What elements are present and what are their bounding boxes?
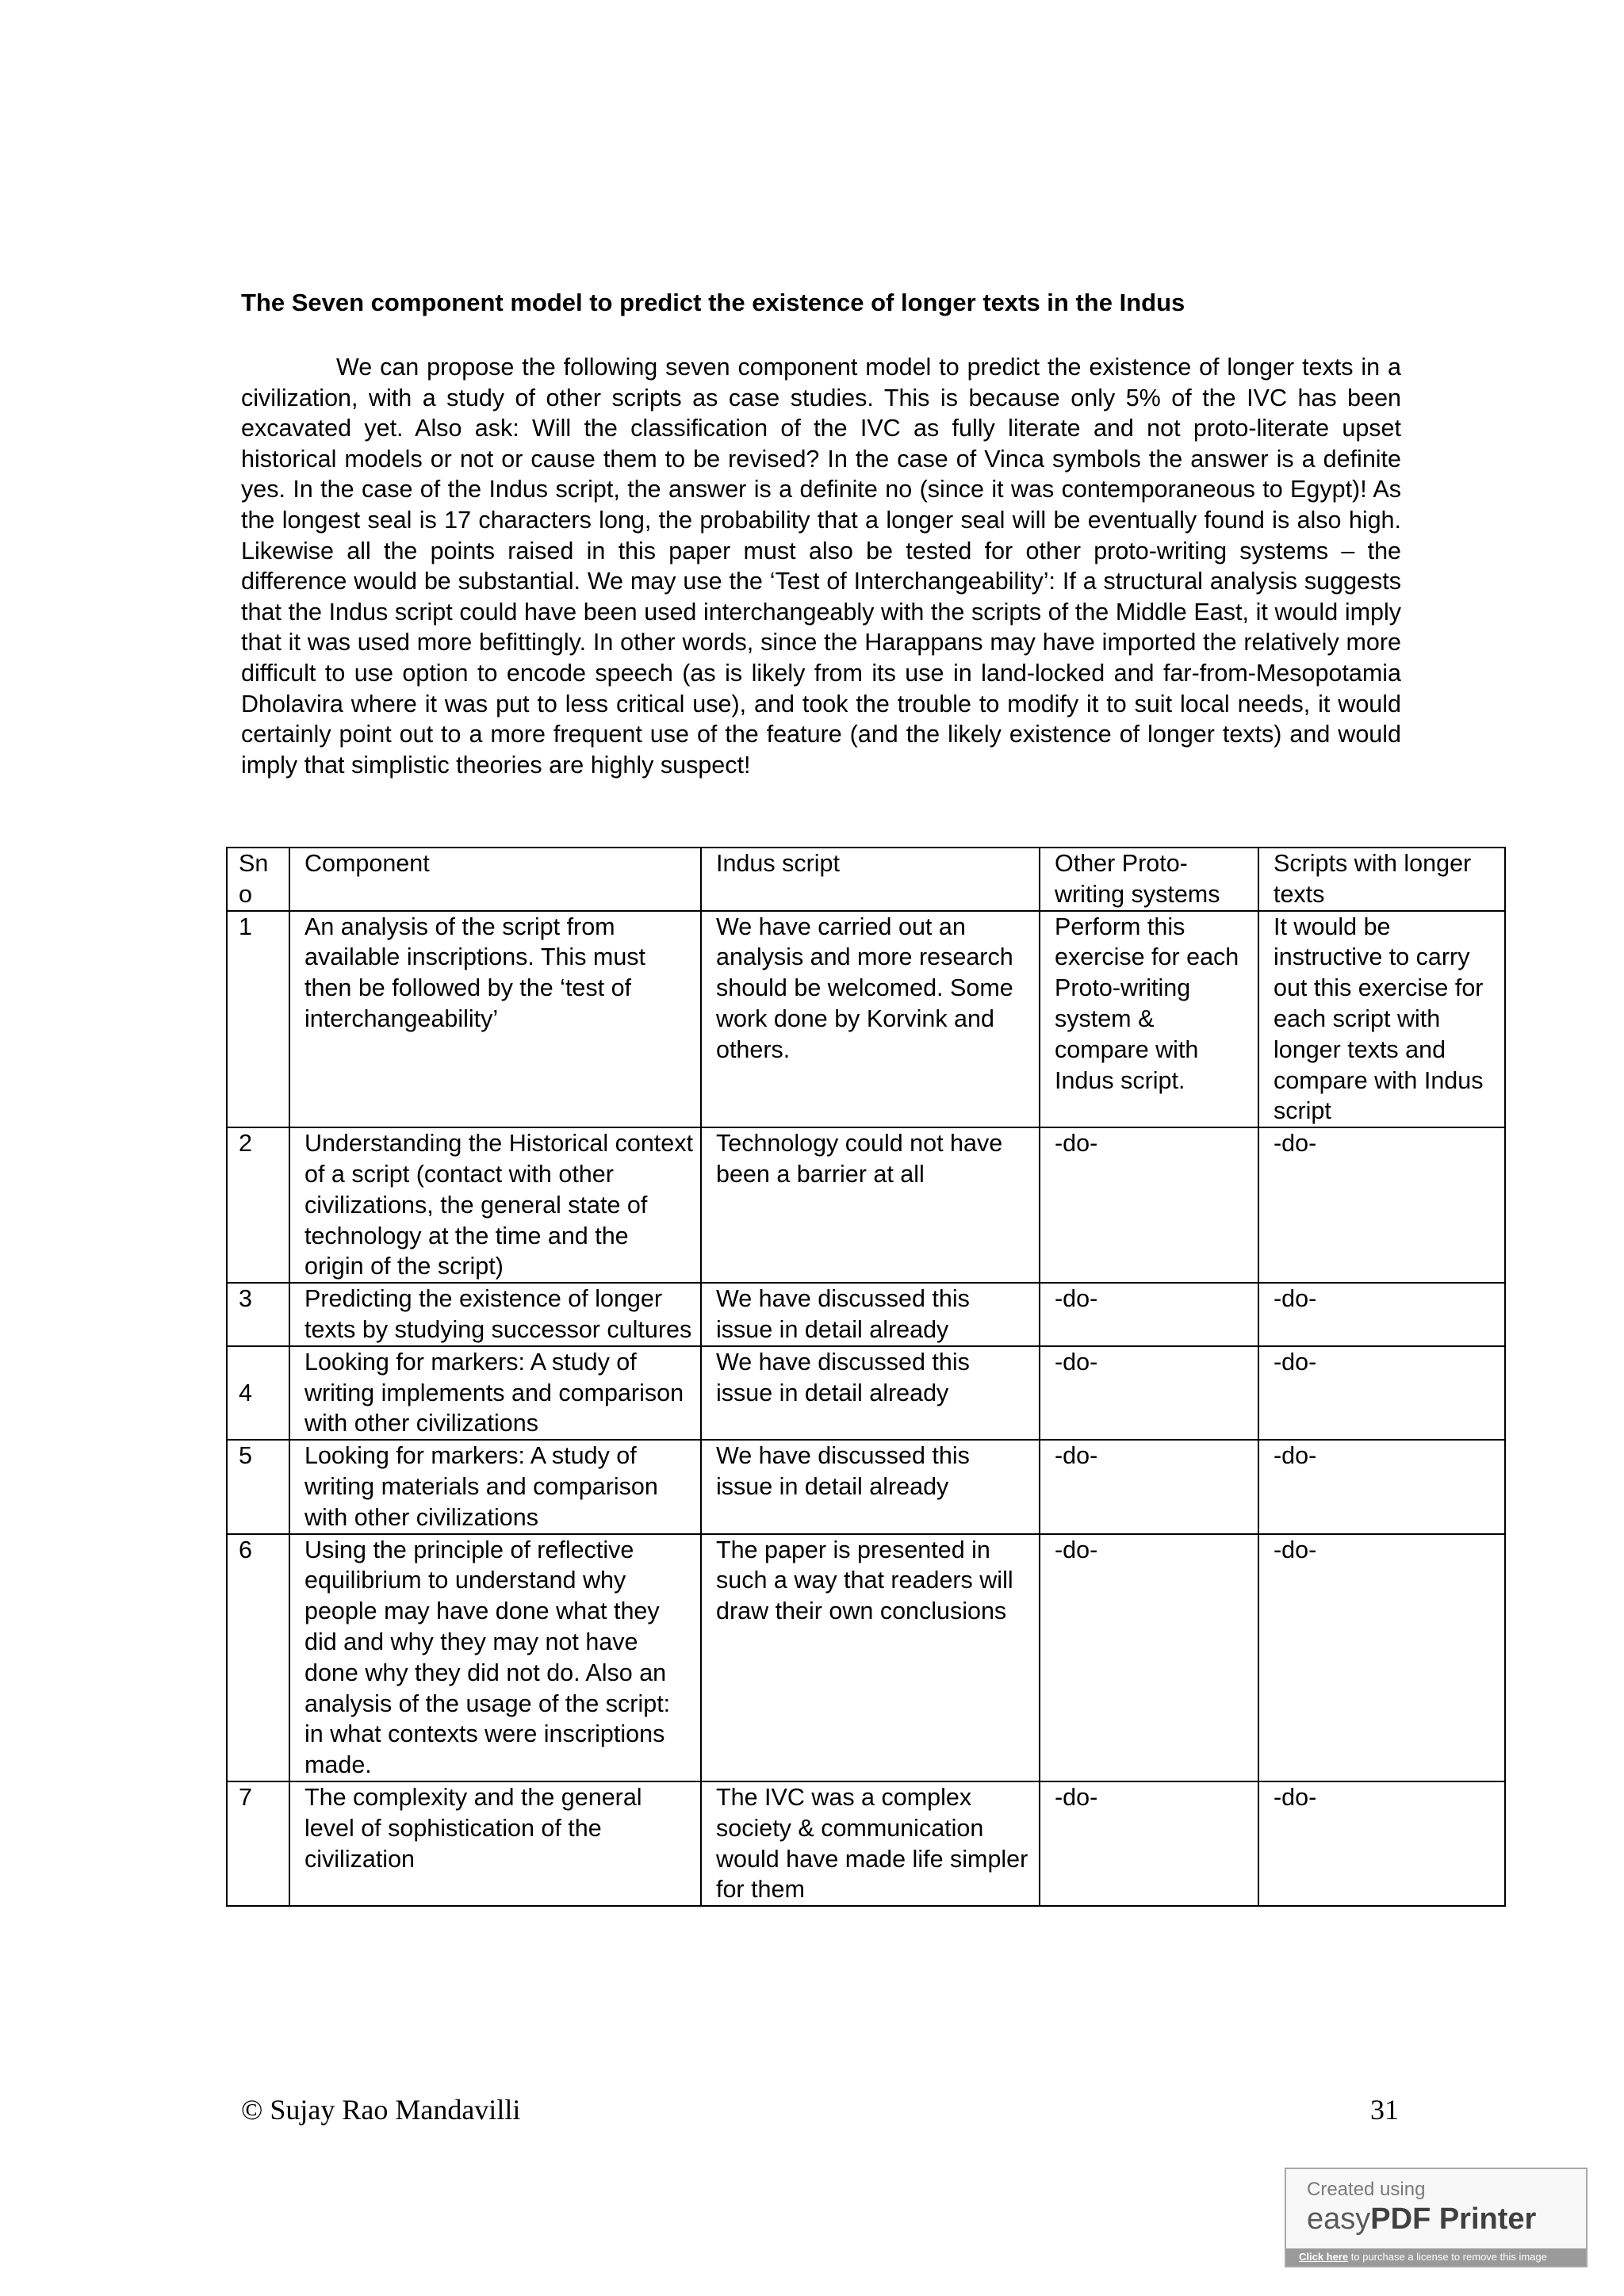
row-longer: -do- bbox=[1258, 1346, 1505, 1440]
row-proto: -do- bbox=[1040, 1534, 1258, 1781]
row-indus: We have discussed this issue in detail already bbox=[701, 1283, 1040, 1346]
row-proto: -do- bbox=[1040, 1283, 1258, 1346]
row-indus: The paper is presented in such a way that readers will draw their own conclusions bbox=[701, 1534, 1040, 1781]
badge-license-bar[interactable] bbox=[1286, 2248, 1586, 2266]
row-proto: -do- bbox=[1040, 1781, 1258, 1906]
row-indus: Technology could not have been a barrier at all bbox=[701, 1127, 1040, 1283]
row-sno: 2 bbox=[227, 1127, 289, 1283]
header-component: Component bbox=[289, 848, 701, 911]
header-indus-script: Indus script bbox=[701, 848, 1040, 911]
row-proto: -do- bbox=[1040, 1127, 1258, 1283]
row-sno: 1 bbox=[227, 911, 289, 1128]
row-proto: Perform this exercise for each Proto-writing system & compare with Indus script. bbox=[1040, 911, 1258, 1128]
row-indus: We have discussed this issue in detail already bbox=[701, 1346, 1040, 1440]
table-row bbox=[227, 1283, 1505, 1346]
row-longer: -do- bbox=[1258, 1283, 1505, 1346]
row-longer: -do- bbox=[1258, 1127, 1505, 1283]
row-sno: 7 bbox=[227, 1781, 289, 1906]
page-number: 31 bbox=[1370, 2094, 1399, 2126]
row-longer: -do- bbox=[1258, 1781, 1505, 1906]
table-row bbox=[227, 1127, 1505, 1283]
row-proto: -do- bbox=[1040, 1346, 1258, 1440]
row-sno: 5 bbox=[227, 1440, 289, 1533]
table-row bbox=[227, 1440, 1505, 1533]
table-row bbox=[227, 1346, 1505, 1440]
row-longer: It would be instructive to carry out this exercise for each script with longer texts and compare with Indus script bbox=[1258, 911, 1505, 1128]
table-header-row bbox=[227, 848, 1505, 911]
row-component: Predicting the existence of longer texts by studying successor cultures bbox=[289, 1283, 701, 1346]
row-indus: We have discussed this issue in detail already bbox=[701, 1440, 1040, 1533]
row-component: The complexity and the general level of sophistication of the civilization bbox=[289, 1781, 701, 1906]
row-sno: 4 bbox=[227, 1346, 289, 1440]
badge-brand-bold: PDF Printer bbox=[1370, 2202, 1537, 2236]
row-component: Looking for markers: A study of writing materials and comparison with other civilizations bbox=[289, 1440, 701, 1533]
badge-created-using: Created using bbox=[1307, 2179, 1426, 2200]
easypdf-watermark-badge[interactable] bbox=[1285, 2168, 1588, 2267]
row-indus: The IVC was a complex society & communication would have made life simpler for them bbox=[701, 1781, 1040, 1906]
badge-brand-prefix: easy bbox=[1307, 2202, 1371, 2236]
badge-click-here-link[interactable]: Click here bbox=[1299, 2251, 1349, 2263]
header-scripts-longer-texts: Scripts with longer texts bbox=[1258, 848, 1505, 911]
row-sno: 6 bbox=[227, 1534, 289, 1781]
table-row bbox=[227, 1534, 1505, 1781]
table-row bbox=[227, 911, 1505, 1128]
row-proto: -do- bbox=[1040, 1440, 1258, 1533]
seven-component-table bbox=[226, 847, 1506, 1907]
table-row bbox=[227, 1781, 1505, 1906]
row-longer: -do- bbox=[1258, 1534, 1505, 1781]
footer-author: © Sujay Rao Mandavilli bbox=[241, 2094, 521, 2126]
header-sno: Sn o bbox=[227, 848, 289, 911]
intro-paragraph: We can propose the following seven component model to predict the existence of longer texts in a civilization, with a study of other scripts as case studies. This is because only 5% of the IVC has been excavated yet. Also ask: Will the classification of the IVC as fully literate and not proto-literate upset historical models or not or cause them to be revised? In the case of Vinca symbols the answer is a definite yes. In the case of the Indus script, the answer is a definite no (since it was contemporaneous to Egypt)! As the longest seal is 17 characters long, the probability that a longer seal will be eventually found is also high. Likewise all the points raised in this paper must also be tested for other proto-writing systems – the difference would be substantial. We may use the ‘Test of Interchangeability’: If a structural analysis suggests that the Indus script could have been used interchangeably with the scripts of the Middle East, it would imply that it was used more befittingly. In other words, since the Harappans may have imported the relatively more difficult to use option to encode speech (as is likely from its use in land-locked and far-from-Mesopotamia Dholavira where it was put to less critical use), and took the trouble to modify it to suit local needs, it would certainly point out to a more frequent use of the feature (and the likely existence of longer texts) and would imply that simplistic theories are highly suspect! bbox=[241, 354, 1401, 779]
row-component: An analysis of the script from available inscriptions. This must then be followed by the ‘test of interchangeability’ bbox=[289, 911, 701, 1128]
row-sno: 3 bbox=[227, 1283, 289, 1346]
row-component: Using the principle of reflective equilibrium to understand why people may have done what they did and why they may not have done why they did not do. Also an analysis of the usage of the script: in what contexts were inscriptions made. bbox=[289, 1534, 701, 1781]
section-heading: The Seven component model to predict the existence of longer texts in the Indus bbox=[241, 289, 1185, 316]
badge-license-text: to purchase a license to remove this image bbox=[1348, 2251, 1547, 2263]
row-longer: -do- bbox=[1258, 1440, 1505, 1533]
badge-brand bbox=[1307, 2202, 1536, 2237]
row-component: Looking for markers: A study of writing implements and comparison with other civilizations bbox=[289, 1346, 701, 1440]
row-component: Understanding the Historical context of a script (contact with other civilizations, the general state of technology at the time and the origin of the script) bbox=[289, 1127, 701, 1283]
row-indus: We have carried out an analysis and more research should be welcomed. Some work done by Korvink and others. bbox=[701, 911, 1040, 1128]
header-other-proto-writing: Other Proto-writing systems bbox=[1040, 848, 1258, 911]
